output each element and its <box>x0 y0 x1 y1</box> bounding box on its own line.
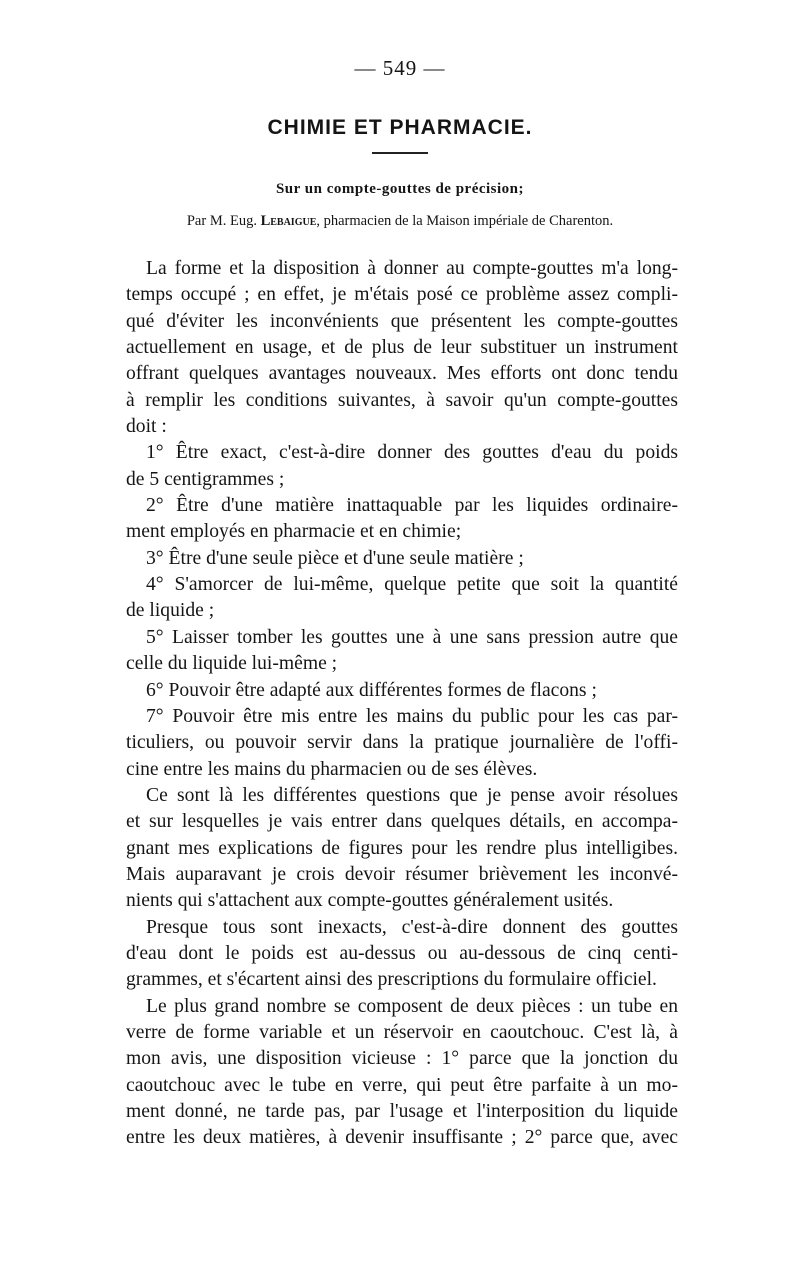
text-line: 2° Être d'une matière inattaquable par les liquides ordinaire- <box>146 495 678 517</box>
byline <box>0 213 800 230</box>
text-line: 5° Laisser tomber les gouttes une à une sans pression autre que <box>146 626 678 648</box>
text-line: temps occupé ; en effet, je m'étais posé ce problème assez compli- <box>126 284 678 306</box>
text-line: d'eau dont le poids est au-dessus ou au-dessous de cinq centi- <box>126 942 678 964</box>
text-line: verre de forme variable et un réservoir en caoutchouc. C'est là, à <box>126 1021 678 1043</box>
text-line: 3° Être d'une seule pièce et d'une seule matière ; <box>146 547 524 569</box>
text-line: ment donné, ne tarde pas, par l'usage et l'interposition du liquide <box>126 1101 678 1122</box>
text-line: celle du liquide lui-même ; <box>126 653 338 675</box>
text-line: La forme et la disposition à donner au compte-gouttes m'a long- <box>146 258 678 279</box>
text-line: Le plus grand nombre se composent de deux pièces : un tube en <box>146 995 678 1017</box>
text-line: Presque tous sont inexacts, c'est-à-dire donnent des gouttes <box>146 916 678 938</box>
page-number: — 549 — <box>354 56 446 80</box>
text-line: grammes, et s'écartent ainsi des prescriptions du formulaire officiel. <box>126 969 657 991</box>
text-line: entre les deux matières, à devenir insuffisante ; 2° parce que, avec <box>126 1127 678 1149</box>
text-line: à remplir les conditions suivantes, à savoir qu'un compte-gouttes <box>126 389 678 411</box>
text-line: mon avis, une disposition vicieuse : 1° parce que la jonction du <box>126 1048 678 1070</box>
text-line: qué d'éviter les inconvénients que présentent les compte-gouttes <box>126 310 678 332</box>
title-rule <box>372 152 428 154</box>
text-line: de 5 centigrammes ; <box>126 468 285 490</box>
text-line: caoutchouc avec le tube en verre, qui peut être parfaite à un mo- <box>126 1074 678 1096</box>
article-title: Sur un compte-gouttes de précision; <box>275 181 525 197</box>
text-line: et sur lesquelles je vais entrer dans quelques détails, en accompa- <box>126 811 678 833</box>
text-line: 1° Être exact, c'est-à-dire donner des gouttes d'eau du poids <box>146 442 678 464</box>
byline-prefix: Par M. Eug. <box>186 213 257 229</box>
text-line: Ce sont là les différentes questions que je pense avoir résolues <box>146 784 678 806</box>
body-text <box>126 256 678 1152</box>
text-line: ticuliers, ou pouvoir servir dans la pratique journalière de l'offi- <box>126 732 678 754</box>
section-title: CHIMIE ET PHARMACIE. <box>267 116 533 139</box>
text-line: doit : <box>126 416 167 438</box>
text-line: 4° S'amorcer de lui-même, quelque petite que soit la quantité <box>146 574 678 596</box>
text-line: Mais auparavant je crois devoir résumer brièvement les inconvé- <box>126 863 678 885</box>
text-line: nients qui s'attachent aux compte-gouttes généralement usités. <box>126 890 614 912</box>
text-line: gnant mes explications de figures pour les rendre plus intelligibes. <box>126 837 678 859</box>
text-line: ment employés en pharmacie et en chimie; <box>126 521 462 543</box>
byline-author: Lebaigue <box>260 213 317 229</box>
byline-suffix: , pharmacien de la Maison impériale de Charenton. <box>316 213 614 229</box>
text-line: actuellement en usage, et de plus de leur substituer un instrument <box>126 337 678 359</box>
text-line: cine entre les mains du pharmacien ou de ses élèves. <box>126 758 538 780</box>
text-line: de liquide ; <box>126 600 215 622</box>
text-line: 6° Pouvoir être adapté aux différentes formes de flacons ; <box>146 679 597 701</box>
text-line: offrant quelques avantages nouveaux. Mes efforts ont donc tendu <box>126 363 678 385</box>
text-line: 7° Pouvoir être mis entre les mains du public pour les cas par- <box>146 705 678 727</box>
